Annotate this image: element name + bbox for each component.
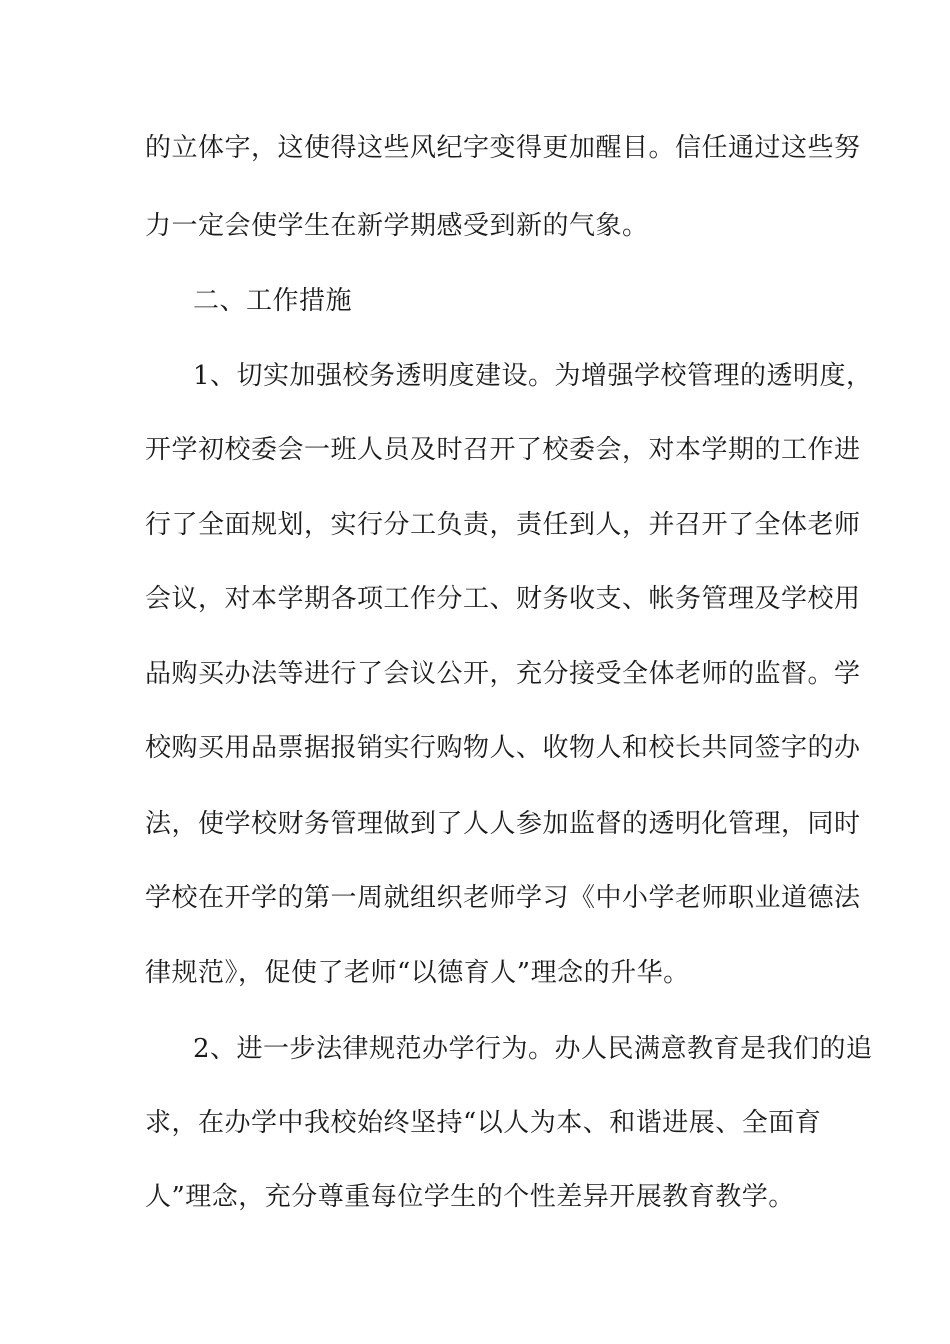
paragraph-line-15: 人”理念，充分尊重每位学生的个性差异开展教育教学。 bbox=[145, 1182, 795, 1212]
paragraph-line-6: 行了全面规划，实行分工负责，责任到人，并召开了全体老师 bbox=[145, 510, 861, 540]
paragraph-line-9: 校购买用品票据报销实行购物人、收物人和校长共同签字的办 bbox=[145, 733, 861, 763]
paragraph-line-7: 会议，对本学期各项工作分工、财务收支、帐务管理及学校用 bbox=[145, 584, 861, 614]
paragraph-line-12: 律规范》，促使了老师“以德育人”理念的升华。 bbox=[145, 958, 690, 988]
paragraph-line-4: 1、切实加强校务透明度建设。为增强学校管理的透明度， bbox=[193, 361, 873, 391]
section-heading: 二、工作措施 bbox=[193, 286, 353, 316]
paragraph-line-2: 力一定会使学生在新学期感受到新的气象。 bbox=[145, 211, 649, 241]
paragraph-line-1: 的立体字，这使得这些风纪字变得更加醒目。信任通过这些努 bbox=[145, 133, 861, 163]
paragraph-line-5: 开学初校委会一班人员及时召开了校委会，对本学期的工作进 bbox=[145, 435, 861, 465]
paragraph-line-8: 品购买办法等进行了会议公开，充分接受全体老师的监督。学 bbox=[145, 659, 861, 689]
paragraph-line-13: 2、进一步法律规范办学行为。办人民满意教育是我们的追 bbox=[193, 1034, 873, 1064]
paragraph-line-14: 求，在办学中我校始终坚持“以人为本、和谐进展、全面育 bbox=[145, 1108, 822, 1138]
paragraph-line-11: 学校在开学的第一周就组织老师学习《中小学老师职业道德法 bbox=[145, 883, 861, 913]
paragraph-line-10: 法，使学校财务管理做到了人人参加监督的透明化管理，同时 bbox=[145, 809, 861, 839]
